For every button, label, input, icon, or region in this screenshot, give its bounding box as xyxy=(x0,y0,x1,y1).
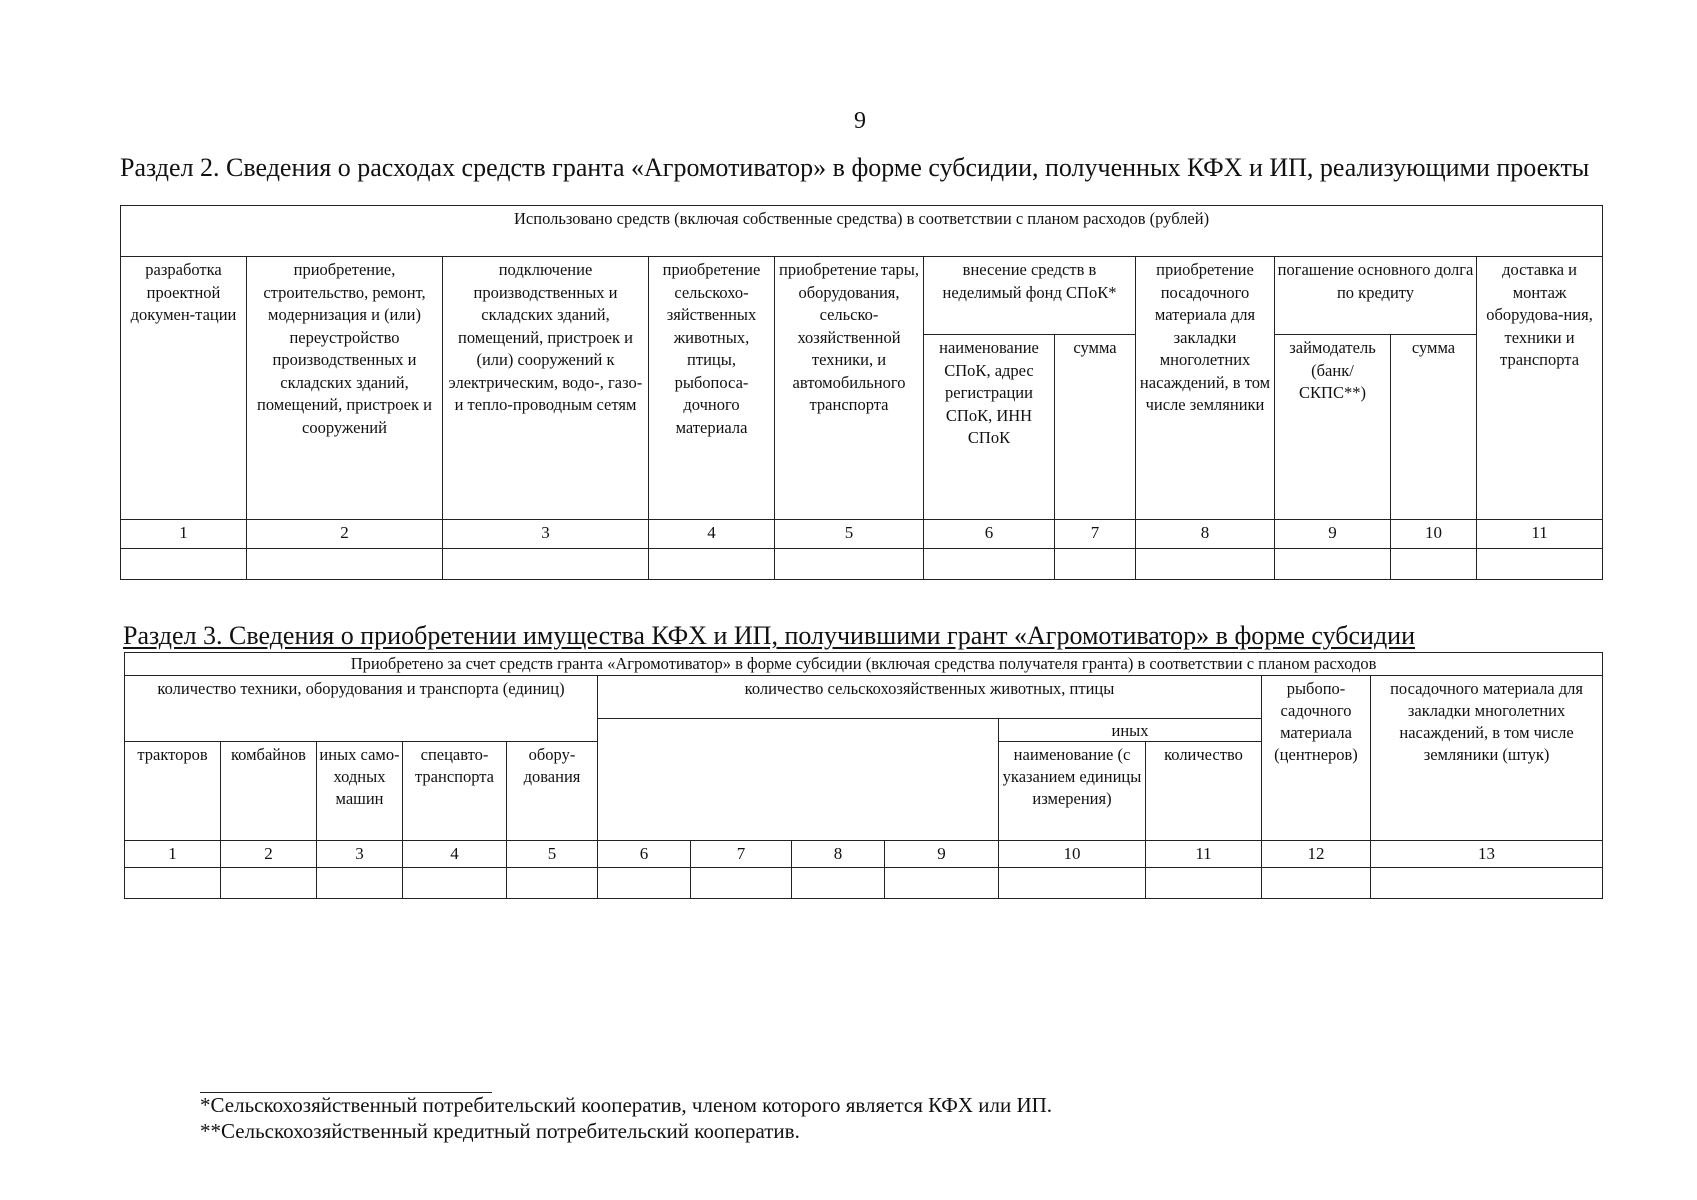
col-combines: комбайнов xyxy=(221,742,317,841)
col-tractors: тракторов xyxy=(125,742,221,841)
col-spok-name: наименование СПоК, адрес регистрации СПоК, ИНН СПоК xyxy=(924,335,1055,520)
section-3-title: Раздел 3. Сведения о приобретении имущества КФХ и ИП, получившими грант «Агромотиватор» в форме субсидии xyxy=(123,621,1416,650)
section-3-header: Приобретено за счет средств гранта «Агромотиватор» в форме субсидии (включая средства получателя гранта) в соответствии с планом расходов xyxy=(125,653,1603,676)
column-number: 13 xyxy=(1371,841,1603,868)
empty-cell xyxy=(924,549,1055,580)
empty-cell xyxy=(1371,868,1603,899)
empty-cell xyxy=(1262,868,1371,899)
section-2-title: Раздел 2. Сведения о расходах средств гранта «Агромотиватор» в форме субсидии, полученных КФХ и ИП, реализующими проекты xyxy=(120,153,1590,182)
column-number: 2 xyxy=(247,520,443,549)
col-planting-material: приобретение посадочного материала для закладки многолетних насаждений, в том числе земляники xyxy=(1136,257,1275,520)
page-number: 9 xyxy=(854,108,866,134)
empty-cell xyxy=(507,868,598,899)
col-spok-fund-group: внесение средств в неделимый фонд СПоК* xyxy=(924,257,1136,335)
section-2-table xyxy=(120,205,1603,580)
empty-cell xyxy=(775,549,924,580)
empty-cell xyxy=(691,868,792,899)
col-planting-material: посадочного материала для закладки многолетних насаждений, в том числе земляники (штук) xyxy=(1371,676,1603,841)
column-number: 6 xyxy=(924,520,1055,549)
column-number: 4 xyxy=(403,841,507,868)
section-2-header: Использовано средств (включая собственные средства) в соответствии с планом расходов (рублей) xyxy=(121,206,1603,257)
column-number: 12 xyxy=(1262,841,1371,868)
empty-cell xyxy=(885,868,999,899)
col-other-machines: иных само-ходных машин xyxy=(317,742,403,841)
column-number: 1 xyxy=(125,841,221,868)
column-number: 6 xyxy=(598,841,691,868)
empty-cell xyxy=(125,868,221,899)
empty-cell xyxy=(121,549,247,580)
column-number: 3 xyxy=(443,520,649,549)
col-design-docs: разработка проектной докумен-тации xyxy=(121,257,247,520)
col-delivery-installation: доставка и монтаж оборудова-ния, техники и транспорта xyxy=(1477,257,1603,520)
group-animals-poultry: количество сельскохозяйственных животных, птицы xyxy=(598,676,1262,719)
column-number: 3 xyxy=(317,841,403,868)
column-number: 8 xyxy=(792,841,885,868)
empty-cell xyxy=(1391,549,1477,580)
section-3-table xyxy=(124,652,1603,899)
column-number: 7 xyxy=(1055,520,1136,549)
empty-cell xyxy=(443,549,649,580)
column-number: 10 xyxy=(1391,520,1477,549)
col-utility-connection: подключение производственных и складских зданий, помещений, пристроек и (или) сооружений к электрическим, водо-, газо- и тепло-проводным сетям xyxy=(443,257,649,520)
empty-data-row xyxy=(121,549,1603,580)
column-number: 2 xyxy=(221,841,317,868)
col-loan-repayment-group: погашение основного долга по кредиту xyxy=(1275,257,1477,335)
footnote-skps: **Сельскохозяйственный кредитный потребительский кооператив. xyxy=(200,1119,800,1143)
empty-cell xyxy=(1477,549,1603,580)
column-number: 7 xyxy=(691,841,792,868)
group-tech-equipment: количество техники, оборудования и транспорта (единиц) xyxy=(125,676,598,742)
column-numbers-row xyxy=(121,520,1603,549)
column-number: 9 xyxy=(885,841,999,868)
empty-cell xyxy=(1146,868,1262,899)
column-number: 5 xyxy=(507,841,598,868)
col-equipment-purchase: приобретение тары, оборудования, сельско-хозяйственной техники, и автомобильного транспорта xyxy=(775,257,924,520)
col-spok-sum: сумма xyxy=(1055,335,1136,520)
empty-cell xyxy=(1055,549,1136,580)
empty-cell xyxy=(1136,549,1275,580)
empty-cell xyxy=(649,549,775,580)
column-number: 1 xyxy=(121,520,247,549)
empty-cell xyxy=(1275,549,1391,580)
column-number: 8 xyxy=(1136,520,1275,549)
animals-subgroup-spacer xyxy=(598,719,999,841)
group-other-animals: иных xyxy=(999,719,1262,742)
col-loan-sum: сумма xyxy=(1391,335,1477,520)
column-number: 4 xyxy=(649,520,775,549)
col-special-transport: спецавто-транспорта xyxy=(403,742,507,841)
empty-cell xyxy=(317,868,403,899)
column-number: 5 xyxy=(775,520,924,549)
col-equipment: обору-дования xyxy=(507,742,598,841)
col-construction: приобретение, строительство, ремонт, модернизация и (или) переустройство производственных и складских зданий, помещений, пристроек и сооружений xyxy=(247,257,443,520)
column-number: 9 xyxy=(1275,520,1391,549)
col-lender: займодатель (банк/ СКПС**) xyxy=(1275,335,1391,520)
empty-cell xyxy=(403,868,507,899)
column-numbers-row xyxy=(125,841,1603,868)
empty-data-row xyxy=(125,868,1603,899)
empty-cell xyxy=(999,868,1146,899)
col-other-quantity: количество xyxy=(1146,742,1262,841)
column-number: 10 xyxy=(999,841,1146,868)
column-number: 11 xyxy=(1477,520,1603,549)
empty-cell xyxy=(598,868,691,899)
col-fish-stock: рыбопо-садочного материала (центнеров) xyxy=(1262,676,1371,841)
empty-cell xyxy=(247,549,443,580)
empty-cell xyxy=(792,868,885,899)
column-number: 11 xyxy=(1146,841,1262,868)
footnote-spok: *Сельскохозяйственный потребительский кооператив, членом которого является КФХ или ИП. xyxy=(200,1093,1053,1117)
col-other-name: наименование (с указанием единицы измерения) xyxy=(999,742,1146,841)
col-animals-purchase: приобретение сельскохо-зяйственных животных, птицы, рыбопоса-дочного материала xyxy=(649,257,775,520)
empty-cell xyxy=(221,868,317,899)
